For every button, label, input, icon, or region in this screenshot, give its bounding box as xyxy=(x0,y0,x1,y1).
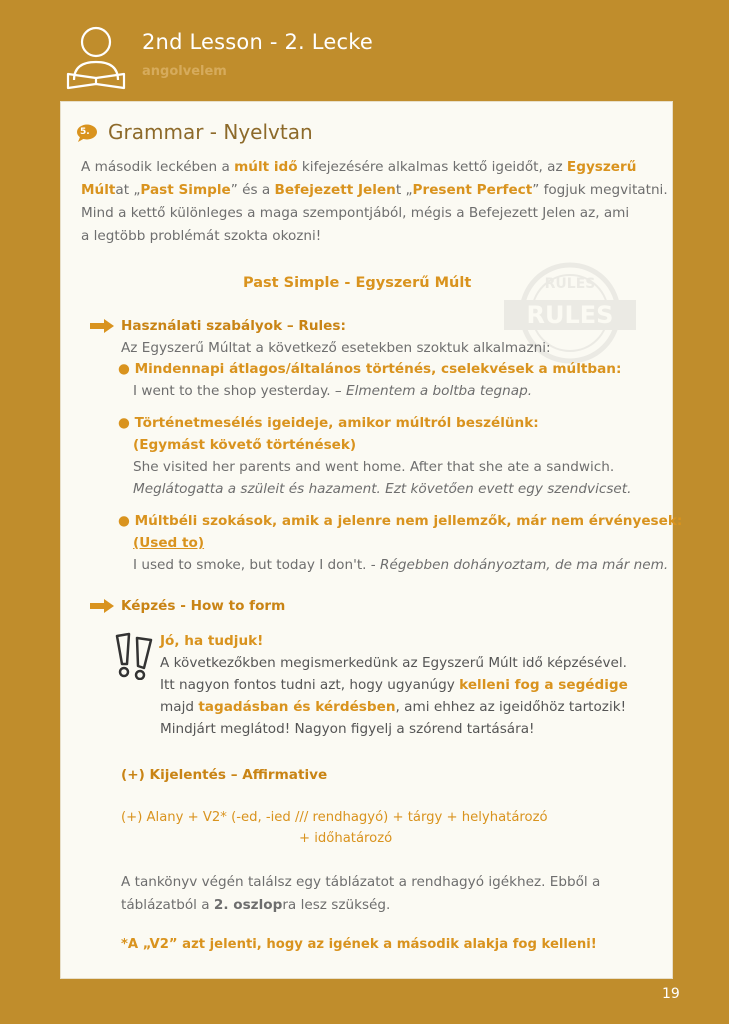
rule-3-title: ● Múltbéli szokások, amik a jelenre nem jellemzők, már nem érvényesek: xyxy=(118,513,683,529)
affirmative-formula-1: (+) Alany + V2* (-ed, -ied /// rendhagyó) + tárgy + helyhatározó xyxy=(121,810,548,825)
table-text-1: A tankönyv végén találsz egy táblázatot a rendhagyó igékhez. Ebből a xyxy=(121,874,601,890)
rules-intro: Az Egyszerű Múltat a következő esetekben szoktuk alkalmazni: xyxy=(121,340,551,356)
tip-line-2: Itt nagyon fontos tudni azt, hogy ugyanúgy kelleni fog a segédige xyxy=(160,677,628,693)
section-title: Grammar - Nyelvtan xyxy=(108,120,313,144)
past-simple-heading: Past Simple - Egyszerű Múlt xyxy=(243,275,472,291)
double-exclamation-icon xyxy=(113,632,155,680)
stamp-main-text: RULES xyxy=(526,301,614,329)
section-number: 5. xyxy=(80,127,90,137)
affirmative-heading: (+) Kijelentés – Affirmative xyxy=(121,767,328,783)
page-number: 19 xyxy=(662,986,680,1002)
rule-2-title: ● Történetmesélés igeideje, amikor múltról beszélünk: xyxy=(118,415,539,431)
v2-note: *A „V2” azt jelenti, hogy az igének a második alakja fog kelleni! xyxy=(121,937,597,952)
rule-2-note: (Egymást követő történések) xyxy=(133,437,357,453)
intro-line-1: A második leckében a múlt idő kifejezésére alkalmas kettő igeidőt, az Egyszerű xyxy=(81,159,637,175)
tip-title: Jó, ha tudjuk! xyxy=(160,633,264,649)
arrow-right-icon xyxy=(90,599,114,613)
rules-heading: Használati szabályok – Rules: xyxy=(121,318,346,334)
rule-1-example: I went to the shop yesterday. – Elmentem a boltba tegnap. xyxy=(133,383,533,399)
rule-3-example: I used to smoke, but today I don't. - Régebben dohányoztam, de ma már nem. xyxy=(133,557,669,573)
affirmative-formula-2: + időhatározó xyxy=(299,831,393,846)
rule-3-note: (Used to) xyxy=(133,535,205,551)
tip-line-4: Mindjárt meglátod! Nagyon figyelj a szórend tartására! xyxy=(160,721,535,737)
rule-1-title: ● Mindennapi átlagos/általános történés, cselekvések a múltban: xyxy=(118,361,622,377)
intro-line-3: Mind a kettő különleges a maga szempontjából, mégis a Befejezett Jelen az, ami xyxy=(81,205,630,221)
intro-line-4: a legtöbb problémát szokta okozni! xyxy=(81,228,322,244)
arrow-right-icon xyxy=(90,319,114,333)
rule-2-example-en: She visited her parents and went home. After that she ate a sandwich. xyxy=(133,459,615,475)
stamp-top-text: RULES xyxy=(544,276,596,292)
lesson-subtitle: angolvelem xyxy=(142,64,227,79)
rule-2-example-hu: Meglátogatta a szüleit és hazament. Ezt követően evett egy szendvicset. xyxy=(133,481,632,497)
tip-line-3: majd tagadásban és kérdésben, ami ehhez az igeidőhöz tartozik! xyxy=(160,699,627,715)
form-heading: Képzés - How to form xyxy=(121,598,286,614)
intro-line-2: Múltat „Past Simple” és a Befejezett Jelent „Present Perfect” fogjuk megvitatni. xyxy=(81,182,668,198)
tip-line-1: A következőkben megismerkedünk az Egyszerű Múlt idő képzésével. xyxy=(160,655,627,671)
lesson-title: 2nd Lesson - 2. Lecke xyxy=(142,30,373,54)
table-text-2: táblázatból a 2. oszlopra lesz szükség. xyxy=(121,897,391,913)
